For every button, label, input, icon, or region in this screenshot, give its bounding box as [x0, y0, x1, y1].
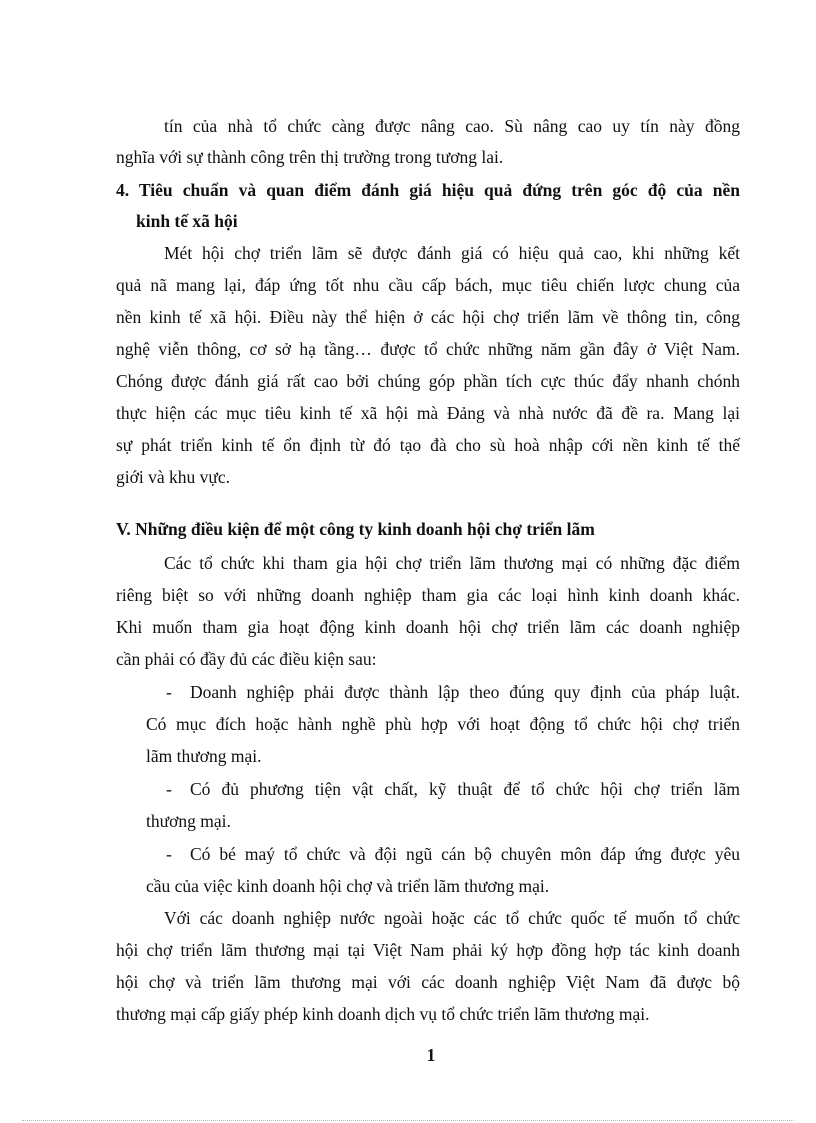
section-4-paragraph-line-2: quả nã mang lại, đáp ứng tốt nhu cầu cấp bách, mục tiêu chiến lược chung của [116, 275, 740, 295]
foreign-paragraph-line-1: Với các doanh nghiệp nước ngoài hoặc các tổ chức quốc tế muốn tổ chức [164, 908, 740, 928]
section-4-paragraph-line-5: Chóng được đánh giá rất cao bởi chúng góp phần tích cực thúc đẩy nhanh chónh [116, 371, 740, 391]
section-4-paragraph-line-7: sự phát triển kinh tế ổn định từ đó tạo đà cho sù hoà nhập cới nền kinh tế thế [116, 435, 740, 455]
section-V-paragraph-line-2: riêng biệt so với những doanh nghiệp tham gia các loại hình kinh doanh khác. [116, 585, 740, 605]
foreign-paragraph-line-2: hội chợ triển lãm thương mại tại Việt Nam phải ký hợp đồng hợp tác kinh doanh [116, 940, 740, 960]
condition-3-bullet: - [166, 844, 172, 864]
section-4-paragraph-line-6: thực hiện các mục tiêu kinh tế xã hội mà Đảng và nhà nước đã đề ra. Mang lại [116, 403, 740, 423]
section-V-heading: V. Những điều kiện để một công ty kinh doanh hội chợ triển lãm [116, 519, 595, 539]
section-4-heading-line-1: 4. Tiêu chuẩn và quan điểm đánh giá hiệu quả đứng trên góc độ của nền [116, 180, 740, 200]
condition-3-line-1: Có bé maý tổ chức và đội ngũ cán bộ chuyên môn đáp ứng được yêu [190, 844, 740, 864]
continuation-line-1: tín của nhà tổ chức càng được nâng cao. Sù nâng cao uy tín này đồng [164, 116, 740, 136]
section-V-paragraph-line-4: cần phải có đầy đủ các điều kiện sau: [116, 649, 377, 669]
foreign-paragraph-line-4: thương mại cấp giấy phép kinh doanh dịch vụ tổ chức triển lãm thương mại. [116, 1004, 650, 1024]
section-V-paragraph-line-3: Khi muốn tham gia hoạt động kinh doanh hội chợ triển lãm các doanh nghiệp [116, 617, 740, 637]
section-V-paragraph-line-1: Các tổ chức khi tham gia hội chợ triển lãm thương mại có những đặc điểm [164, 553, 740, 573]
section-4-paragraph-line-4: nghệ viễn thông, cơ sở hạ tầng… được tổ chức những năm gần đây ở Việt Nam. [116, 339, 740, 359]
condition-2-line-1: Có đủ phương tiện vật chất, kỹ thuật để tổ chức hội chợ triển lãm [190, 779, 740, 799]
condition-1-bullet: - [166, 682, 172, 702]
condition-1-line-1: Doanh nghiệp phải được thành lập theo đúng quy định của pháp luật. [190, 682, 740, 702]
condition-1-line-3: lãm thương mại. [146, 746, 262, 766]
condition-3-line-2: cầu của việc kinh doanh hội chợ và triển lãm thương mại. [146, 876, 550, 896]
section-4-paragraph-line-8: giới và khu vực. [116, 467, 230, 487]
continuation-line-2: nghĩa với sự thành công trên thị trường trong tương lai. [116, 147, 504, 167]
page-number: 1 [426, 1045, 436, 1065]
condition-1-line-2: Có mục đích hoặc hành nghề phù hợp với hoạt động tổ chức hội chợ triển [146, 714, 740, 734]
section-4-heading-line-2: kinh tế xã hội [136, 211, 238, 231]
condition-2-line-2: thương mại. [146, 811, 231, 831]
foreign-paragraph-line-3: hội chợ và triển lãm thương mại với các doanh nghiệp Việt Nam đã được bộ [116, 972, 740, 992]
section-4-paragraph-line-3: nền kinh tế xã hội. Điều này thể hiện ở các hội chợ triển lãm về thông tin, công [116, 307, 740, 327]
section-4-paragraph-line-1: Mét hội chợ triển lãm sẽ được đánh giá có hiệu quả cao, khi những kết [164, 243, 740, 263]
page-bottom-divider [22, 1120, 794, 1121]
condition-2-bullet: - [166, 779, 172, 799]
